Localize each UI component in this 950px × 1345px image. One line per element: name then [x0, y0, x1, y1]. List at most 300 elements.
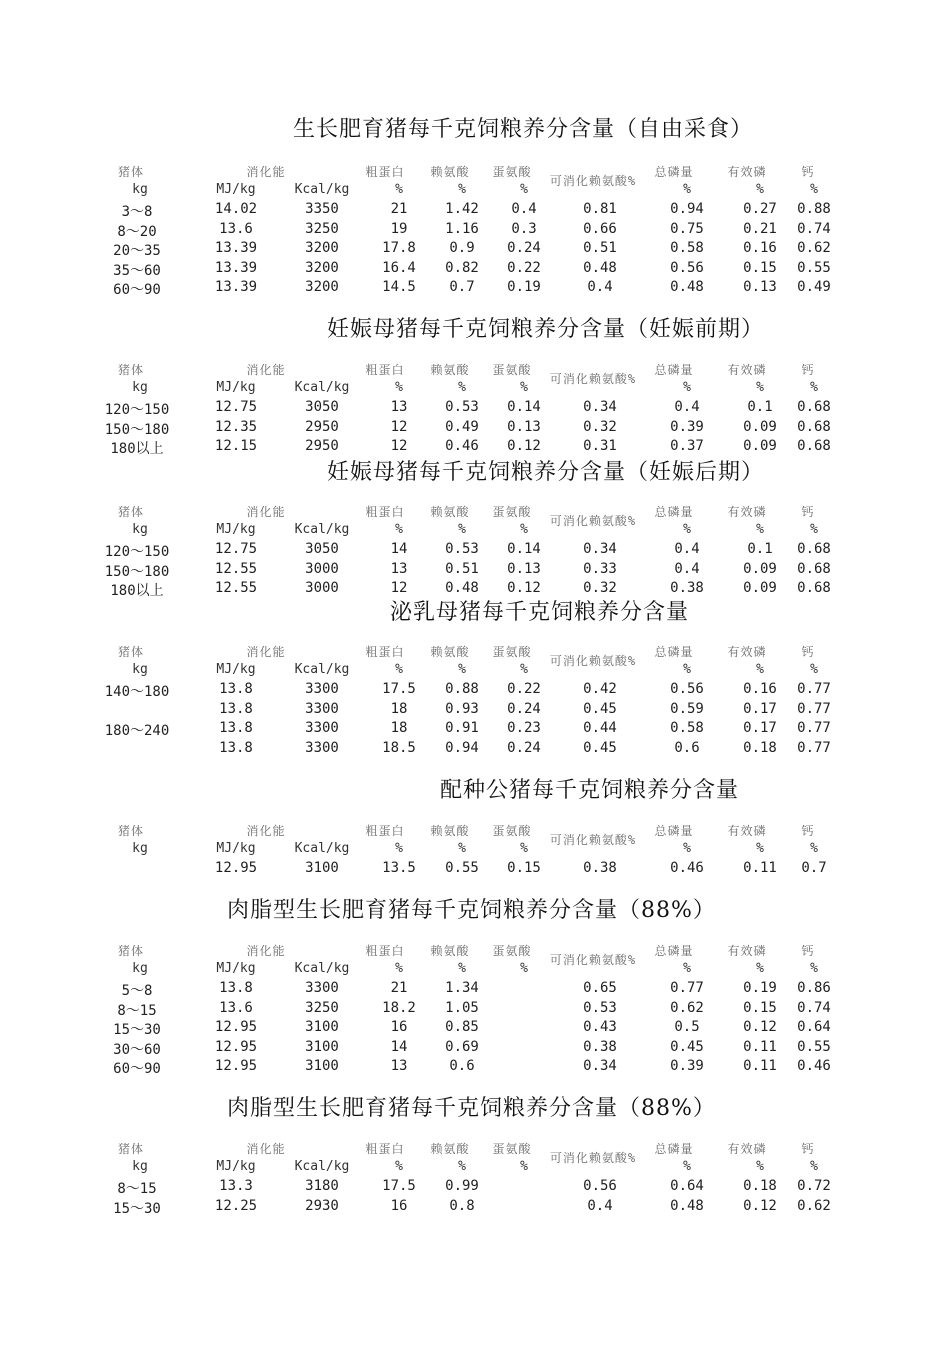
table-cell: 12.95: [214, 1038, 258, 1055]
table-cell: 8～20: [117, 223, 157, 240]
unit-lys: %: [458, 1159, 466, 1174]
table-cell: 120～150: [104, 402, 170, 418]
table-cell: 12.15: [214, 438, 258, 455]
table-cell: 180以上: [110, 441, 164, 458]
table-cell: 0.81: [583, 201, 617, 217]
unit-kcal: Kcal/kg: [294, 182, 350, 197]
header-ap: 有效磷: [727, 165, 767, 179]
unit-weight: kg: [132, 522, 148, 537]
table-cell: 3300: [305, 720, 339, 737]
table-cell: 12.35: [214, 418, 258, 435]
table-cell: 13.39: [214, 240, 258, 257]
header-de: 消化能: [246, 363, 286, 377]
header-cp: 粗蛋白: [365, 363, 405, 377]
unit-cp: %: [395, 380, 403, 395]
table-cell: 0.19: [507, 279, 541, 296]
table-cell: 0.64: [670, 1178, 704, 1194]
unit-tp: %: [683, 182, 691, 197]
table-cell: 0.14: [507, 541, 541, 557]
table-cell: 0.4: [511, 201, 537, 217]
nutrient-table: [0, 942, 950, 1082]
table-cell: 3～8: [121, 204, 153, 220]
unit-ap: %: [756, 1159, 764, 1174]
header-dig-lys: 可消化赖氨酸%: [549, 953, 637, 967]
table-cell: 3250: [305, 220, 339, 237]
table-cell: 17.5: [382, 1178, 416, 1194]
table-cell: 0.17: [743, 720, 777, 737]
table-cell: 0.1: [747, 541, 773, 557]
table-cell: 0.58: [670, 240, 704, 257]
header-tp: 总磷量: [654, 824, 694, 838]
table-cell: 0.51: [445, 560, 479, 577]
table-cell: 0.7: [801, 860, 827, 876]
table-cell: 0.12: [507, 438, 541, 455]
table-cell: 13: [390, 560, 408, 577]
unit-weight: kg: [132, 841, 148, 856]
table-cell: 0.94: [670, 201, 704, 217]
table-cell: 0.15: [743, 999, 777, 1016]
unit-weight: kg: [132, 380, 148, 395]
unit-kcal: Kcal/kg: [294, 662, 350, 677]
header-ca: 钙: [801, 824, 815, 838]
table-cell: 13.8: [219, 700, 253, 717]
table-cell: 0.22: [507, 259, 541, 276]
table-cell: 0.56: [583, 1178, 617, 1194]
unit-kcal: Kcal/kg: [294, 841, 350, 856]
table-cell: 0.59: [670, 700, 704, 717]
table-cell: 0.22: [507, 681, 541, 697]
table-cell: 0.55: [797, 1038, 831, 1055]
header-weight: 猪体: [117, 824, 145, 838]
header-tp: 总磷量: [654, 645, 694, 659]
table-cell: 0.12: [743, 1019, 777, 1036]
table-cell: 0.13: [743, 279, 777, 296]
table-cell: 14.5: [382, 279, 416, 296]
table-cell: 3350: [305, 201, 339, 217]
table-cell: 18: [390, 700, 408, 717]
table-cell: 13.6: [219, 999, 253, 1016]
table-cell: 0.16: [743, 240, 777, 257]
table-cell: 0.12: [743, 1197, 777, 1214]
table-cell: 12.95: [214, 1058, 258, 1075]
unit-kcal: Kcal/kg: [294, 380, 350, 395]
table-cell: 12: [390, 418, 408, 435]
table-cell: 0.46: [797, 1058, 831, 1075]
table-cell: 0.77: [797, 739, 831, 756]
table-cell: 0.13: [507, 560, 541, 577]
header-dig-lys: 可消化赖氨酸%: [549, 833, 637, 847]
table-cell: 3200: [305, 279, 339, 296]
table-cell: 120～150: [104, 544, 170, 560]
header-ap: 有效磷: [727, 1142, 767, 1156]
table-cell: 0.74: [797, 220, 831, 237]
header-cp: 粗蛋白: [365, 645, 405, 659]
header-ap: 有效磷: [727, 505, 767, 519]
table-cell: 5～8: [121, 983, 153, 999]
table-cell: 13.8: [219, 681, 253, 697]
table-cell: 140～180: [104, 684, 170, 700]
table-cell: 0.32: [583, 580, 617, 597]
table-cell: 3000: [305, 560, 339, 577]
table-cell: 0.56: [670, 681, 704, 697]
table-cell: 0.42: [583, 681, 617, 697]
table-cell: 19: [390, 220, 408, 237]
table-cell: 0.7: [449, 279, 475, 296]
table-cell: 0.4: [674, 541, 700, 557]
header-lys: 赖氨酸: [430, 944, 470, 958]
table-title: 肉脂型生长肥育猪每千克饲粮养分含量（88%）: [227, 1096, 716, 1121]
table-cell: 0.31: [583, 438, 617, 455]
table-cell: 0.48: [670, 279, 704, 296]
unit-mj: MJ/kg: [216, 662, 256, 677]
table-cell: 0.68: [797, 438, 831, 455]
table-cell: 0.51: [583, 240, 617, 257]
table-cell: 0.11: [743, 860, 777, 876]
header-ca: 钙: [801, 1142, 815, 1156]
table-cell: 0.6: [449, 1058, 475, 1075]
table-cell: 12.55: [214, 580, 258, 597]
unit-mj: MJ/kg: [216, 182, 256, 197]
table-cell: 180以上: [110, 583, 164, 600]
table-cell: 0.11: [743, 1058, 777, 1075]
header-met: 蛋氨酸: [492, 944, 532, 958]
table-cell: 0.62: [670, 999, 704, 1016]
table-cell: 0.09: [743, 580, 777, 597]
header-de: 消化能: [246, 165, 286, 179]
header-weight: 猪体: [117, 1142, 145, 1156]
table-title: 生长肥育猪每千克饲粮养分含量（自由采食）: [293, 117, 754, 142]
table-cell: 0.38: [670, 580, 704, 597]
table-cell: 0.75: [670, 220, 704, 237]
table-title: 肉脂型生长肥育猪每千克饲粮养分含量（88%）: [227, 898, 716, 923]
table-title: 妊娠母猪每千克饲粮养分含量（妊娠前期）: [327, 317, 765, 342]
header-ap: 有效磷: [727, 824, 767, 838]
table-cell: 13.5: [382, 860, 416, 876]
table-cell: 16: [390, 1197, 408, 1214]
table-cell: 60～90: [113, 1061, 161, 1078]
nutrient-table: [0, 822, 950, 962]
unit-tp: %: [683, 1159, 691, 1174]
table-cell: 0.17: [743, 700, 777, 717]
table-cell: 0.34: [583, 1058, 617, 1075]
unit-ca: %: [810, 841, 818, 856]
unit-met: %: [520, 522, 528, 537]
table-cell: 14: [390, 1038, 408, 1055]
table-cell: 12: [390, 438, 408, 455]
header-dig-lys: 可消化赖氨酸%: [549, 174, 637, 188]
table-cell: 3200: [305, 259, 339, 276]
unit-cp: %: [395, 841, 403, 856]
header-dig-lys: 可消化赖氨酸%: [549, 654, 637, 668]
nutrient-table: [0, 1140, 950, 1280]
table-cell: 0.58: [670, 720, 704, 737]
table-cell: 0.4: [587, 279, 613, 296]
table-cell: 0.82: [445, 259, 479, 276]
table-cell: 17.5: [382, 681, 416, 697]
table-cell: 12.75: [214, 541, 258, 557]
table-cell: 0.34: [583, 541, 617, 557]
header-tp: 总磷量: [654, 363, 694, 377]
table-cell: 0.53: [445, 399, 479, 415]
table-cell: 0.24: [507, 700, 541, 717]
header-lys: 赖氨酸: [430, 824, 470, 838]
table-cell: 0.62: [797, 240, 831, 257]
table-cell: 0.62: [797, 1197, 831, 1214]
header-lys: 赖氨酸: [430, 1142, 470, 1156]
table-cell: 0.11: [743, 1038, 777, 1055]
table-cell: 60～90: [113, 282, 161, 299]
unit-tp: %: [683, 380, 691, 395]
table-cell: 3300: [305, 980, 339, 996]
table-cell: 0.68: [797, 560, 831, 577]
table-cell: 15～30: [113, 1200, 161, 1217]
table-cell: 0.4: [587, 1197, 613, 1214]
header-met: 蛋氨酸: [492, 165, 532, 179]
table-cell: 0.24: [507, 739, 541, 756]
table-cell: 0.68: [797, 418, 831, 435]
header-de: 消化能: [246, 505, 286, 519]
table-cell: 17.8: [382, 240, 416, 257]
header-cp: 粗蛋白: [365, 1142, 405, 1156]
unit-met: %: [520, 662, 528, 677]
table-cell: 0.9: [449, 240, 475, 257]
table-cell: 0.77: [670, 980, 704, 996]
header-lys: 赖氨酸: [430, 645, 470, 659]
unit-tp: %: [683, 522, 691, 537]
table-cell: 0.24: [507, 240, 541, 257]
table-cell: 0.49: [445, 418, 479, 435]
table-cell: 0.12: [507, 580, 541, 597]
table-cell: 0.18: [743, 1178, 777, 1194]
table-cell: 12.95: [214, 1019, 258, 1036]
table-cell: 0.88: [797, 201, 831, 217]
unit-ap: %: [756, 380, 764, 395]
unit-ca: %: [810, 380, 818, 395]
table-cell: 0.69: [445, 1038, 479, 1055]
unit-ca: %: [810, 961, 818, 976]
table-cell: 13.3: [219, 1178, 253, 1194]
table-cell: 12.95: [214, 860, 258, 876]
table-cell: 0.18: [743, 739, 777, 756]
table-cell: 0.48: [445, 580, 479, 597]
table-cell: 13: [390, 1058, 408, 1075]
table-cell: 12.25: [214, 1197, 258, 1214]
table-cell: 0.15: [507, 860, 541, 876]
table-cell: 0.09: [743, 438, 777, 455]
table-cell: 0.34: [583, 399, 617, 415]
unit-met: %: [520, 182, 528, 197]
table-cell: 0.13: [507, 418, 541, 435]
table-cell: 0.09: [743, 418, 777, 435]
header-ca: 钙: [801, 505, 815, 519]
table-cell: 0.45: [670, 1038, 704, 1055]
table-cell: 0.99: [445, 1178, 479, 1194]
header-dig-lys: 可消化赖氨酸%: [549, 372, 637, 386]
table-cell: 0.48: [670, 1197, 704, 1214]
table-cell: 3000: [305, 580, 339, 597]
table-cell: 0.46: [445, 438, 479, 455]
header-met: 蛋氨酸: [492, 505, 532, 519]
unit-ca: %: [810, 662, 818, 677]
table-cell: 15～30: [113, 1022, 161, 1039]
table-cell: 0.38: [583, 1038, 617, 1055]
table-cell: 0.48: [583, 259, 617, 276]
table-cell: 0.4: [674, 399, 700, 415]
table-cell: 0.21: [743, 220, 777, 237]
table-cell: 13.8: [219, 980, 253, 996]
table-cell: 0.88: [445, 681, 479, 697]
table-title: 泌乳母猪每千克饲粮养分含量: [390, 600, 690, 625]
table-cell: 0.3: [511, 220, 537, 237]
header-met: 蛋氨酸: [492, 1142, 532, 1156]
unit-mj: MJ/kg: [216, 841, 256, 856]
table-title: 妊娠母猪每千克饲粮养分含量（妊娠后期）: [327, 460, 765, 485]
unit-lys: %: [458, 662, 466, 677]
nutrient-table: [0, 163, 950, 303]
table-cell: 0.45: [583, 700, 617, 717]
header-tp: 总磷量: [654, 944, 694, 958]
unit-kcal: Kcal/kg: [294, 1159, 350, 1174]
unit-lys: %: [458, 841, 466, 856]
header-weight: 猪体: [117, 944, 145, 958]
table-cell: 21: [390, 980, 408, 996]
table-cell: 13.8: [219, 720, 253, 737]
header-met: 蛋氨酸: [492, 824, 532, 838]
unit-cp: %: [395, 1159, 403, 1174]
table-cell: 0.5: [674, 1019, 700, 1036]
table-cell: 0.19: [743, 980, 777, 996]
table-cell: 18: [390, 720, 408, 737]
table-cell: 0.43: [583, 1019, 617, 1036]
table-cell: 0.65: [583, 980, 617, 996]
header-dig-lys: 可消化赖氨酸%: [549, 514, 637, 528]
table-cell: 0.6: [674, 739, 700, 756]
table-cell: 150～180: [104, 421, 170, 438]
header-de: 消化能: [246, 1142, 286, 1156]
unit-kcal: Kcal/kg: [294, 522, 350, 537]
table-cell: 0.27: [743, 201, 777, 217]
unit-ca: %: [810, 1159, 818, 1174]
table-cell: 30～60: [113, 1041, 161, 1058]
table-cell: 0.53: [445, 541, 479, 557]
unit-met: %: [520, 961, 528, 976]
table-cell: 3100: [305, 1019, 339, 1036]
table-cell: 0.46: [670, 860, 704, 876]
table-cell: 0.74: [797, 999, 831, 1016]
table-cell: 0.39: [670, 1058, 704, 1075]
header-cp: 粗蛋白: [365, 944, 405, 958]
header-met: 蛋氨酸: [492, 363, 532, 377]
unit-weight: kg: [132, 1159, 148, 1174]
header-cp: 粗蛋白: [365, 505, 405, 519]
table-cell: 0.33: [583, 560, 617, 577]
unit-kcal: Kcal/kg: [294, 961, 350, 976]
table-cell: 0.68: [797, 541, 831, 557]
table-cell: 1.42: [445, 201, 479, 217]
table-cell: 180～240: [104, 723, 170, 740]
unit-met: %: [520, 841, 528, 856]
table-cell: 0.32: [583, 418, 617, 435]
unit-weight: kg: [132, 961, 148, 976]
table-cell: 0.23: [507, 720, 541, 737]
header-de: 消化能: [246, 645, 286, 659]
table-cell: 0.94: [445, 739, 479, 756]
unit-ap: %: [756, 662, 764, 677]
unit-ca: %: [810, 182, 818, 197]
table-cell: 3180: [305, 1178, 339, 1194]
table-cell: 12.55: [214, 560, 258, 577]
table-cell: 0.1: [747, 399, 773, 415]
unit-tp: %: [683, 961, 691, 976]
table-cell: 0.55: [797, 259, 831, 276]
header-cp: 粗蛋白: [365, 824, 405, 838]
table-cell: 16.4: [382, 259, 416, 276]
unit-weight: kg: [132, 182, 148, 197]
header-ca: 钙: [801, 645, 815, 659]
table-cell: 12.75: [214, 399, 258, 415]
table-cell: 0.72: [797, 1178, 831, 1194]
header-ca: 钙: [801, 944, 815, 958]
header-dig-lys: 可消化赖氨酸%: [549, 1151, 637, 1165]
table-cell: 13: [390, 399, 408, 415]
table-cell: 3300: [305, 700, 339, 717]
table-cell: 1.16: [445, 220, 479, 237]
unit-mj: MJ/kg: [216, 522, 256, 537]
header-tp: 总磷量: [654, 505, 694, 519]
header-ap: 有效磷: [727, 363, 767, 377]
unit-cp: %: [395, 662, 403, 677]
table-cell: 0.45: [583, 739, 617, 756]
table-cell: 0.77: [797, 700, 831, 717]
table-cell: 18.2: [382, 999, 416, 1016]
table-cell: 0.77: [797, 681, 831, 697]
header-lys: 赖氨酸: [430, 505, 470, 519]
header-weight: 猪体: [117, 505, 145, 519]
table-cell: 0.93: [445, 700, 479, 717]
nutrient-table: [0, 643, 950, 783]
unit-cp: %: [395, 522, 403, 537]
table-cell: 0.56: [670, 259, 704, 276]
unit-mj: MJ/kg: [216, 1159, 256, 1174]
table-cell: 3100: [305, 1058, 339, 1075]
header-ca: 钙: [801, 165, 815, 179]
unit-ap: %: [756, 182, 764, 197]
table-cell: 0.39: [670, 418, 704, 435]
unit-weight: kg: [132, 662, 148, 677]
table-cell: 0.8: [449, 1197, 475, 1214]
table-cell: 0.64: [797, 1019, 831, 1036]
header-lys: 赖氨酸: [430, 165, 470, 179]
table-cell: 0.16: [743, 681, 777, 697]
unit-mj: MJ/kg: [216, 961, 256, 976]
unit-tp: %: [683, 662, 691, 677]
table-cell: 2930: [305, 1197, 339, 1214]
table-cell: 20～35: [113, 243, 161, 260]
table-cell: 1.34: [445, 980, 479, 996]
table-cell: 13.39: [214, 259, 258, 276]
table-cell: 16: [390, 1019, 408, 1036]
table-cell: 0.53: [583, 999, 617, 1016]
header-tp: 总磷量: [654, 165, 694, 179]
table-cell: 0.85: [445, 1019, 479, 1036]
table-cell: 0.91: [445, 720, 479, 737]
table-cell: 21: [390, 201, 408, 217]
table-cell: 1.05: [445, 999, 479, 1016]
table-cell: 3200: [305, 240, 339, 257]
header-lys: 赖氨酸: [430, 363, 470, 377]
unit-lys: %: [458, 961, 466, 976]
header-de: 消化能: [246, 824, 286, 838]
